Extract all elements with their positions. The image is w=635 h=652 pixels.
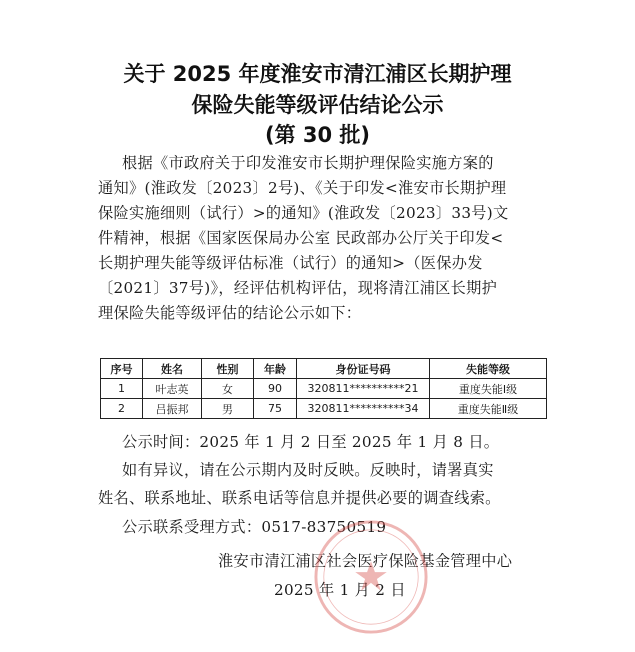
signature-org: 淮安市清江浦区社会医疗保险基金管理中心 xyxy=(218,552,513,570)
assessment-table xyxy=(100,358,547,419)
cell-gender: 女 xyxy=(202,379,254,399)
body-line-2: 通知》(淮政发〔2023〕2号)、《关于印发<淮安市长期护理 xyxy=(98,179,507,197)
cell-id-number: 320811**********21 xyxy=(297,379,430,399)
body-line-1: 根据《市政府关于印发淮安市长期护理保险实施方案的 xyxy=(122,154,494,172)
cell-name: 吕振邦 xyxy=(143,399,202,419)
header-age: 年龄 xyxy=(254,359,297,379)
body-line-3: 保险实施细则（试行）>的通知》(淮政发〔2023〕33号)文 xyxy=(98,204,509,222)
notice-time: 公示时间：2025 年 1 月 2 日至 2025 年 1 月 8 日。 xyxy=(122,433,500,451)
header-seq: 序号 xyxy=(101,359,143,379)
table-row xyxy=(101,379,547,399)
notice-objection-line-1: 如有异议，请在公示期内及时反映。反映时，请署真实 xyxy=(122,461,494,479)
title-line-1: 关于 2025 年度淮安市清江浦区长期护理 xyxy=(123,62,512,86)
cell-seq: 2 xyxy=(101,399,143,419)
cell-gender: 男 xyxy=(202,399,254,419)
title-line-2: 保险失能等级评估结论公示 xyxy=(191,93,444,117)
body-line-7: 理保险失能等级评估的结论公示如下： xyxy=(98,304,362,322)
cell-id-number: 320811**********34 xyxy=(297,399,430,419)
header-name: 姓名 xyxy=(143,359,202,379)
title-line-3: (第 30 批) xyxy=(264,123,371,147)
cell-age: 90 xyxy=(254,379,297,399)
header-disability-level: 失能等级 xyxy=(430,359,547,379)
header-id-number: 身份证号码 xyxy=(297,359,430,379)
signature-date: 2025 年 1 月 2 日 xyxy=(274,581,406,599)
cell-disability-level: 重度失能Ⅰ级 xyxy=(430,379,547,399)
cell-seq: 1 xyxy=(101,379,143,399)
cell-name: 叶志英 xyxy=(143,379,202,399)
body-line-5: 长期护理失能等级评估标准（试行）的通知>（医保办发 xyxy=(98,254,483,272)
table-header-row xyxy=(101,359,547,379)
notice-contact: 公示联系受理方式：0517-83750519 xyxy=(122,518,387,536)
notice-objection-line-2: 姓名、联系地址、联系电话等信息并提供必要的调查线索。 xyxy=(98,489,501,507)
table-row xyxy=(101,399,547,419)
body-line-4: 件精神，根据《国家医保局办公室 民政部办公厅关于印发< xyxy=(98,229,504,247)
body-line-6: 〔2021〕37号)》，经评估机构评估，现将清江浦区长期护 xyxy=(98,279,498,297)
cell-disability-level: 重度失能Ⅱ级 xyxy=(430,399,547,419)
header-gender: 性别 xyxy=(202,359,254,379)
cell-age: 75 xyxy=(254,399,297,419)
official-seal-icon xyxy=(312,518,430,636)
